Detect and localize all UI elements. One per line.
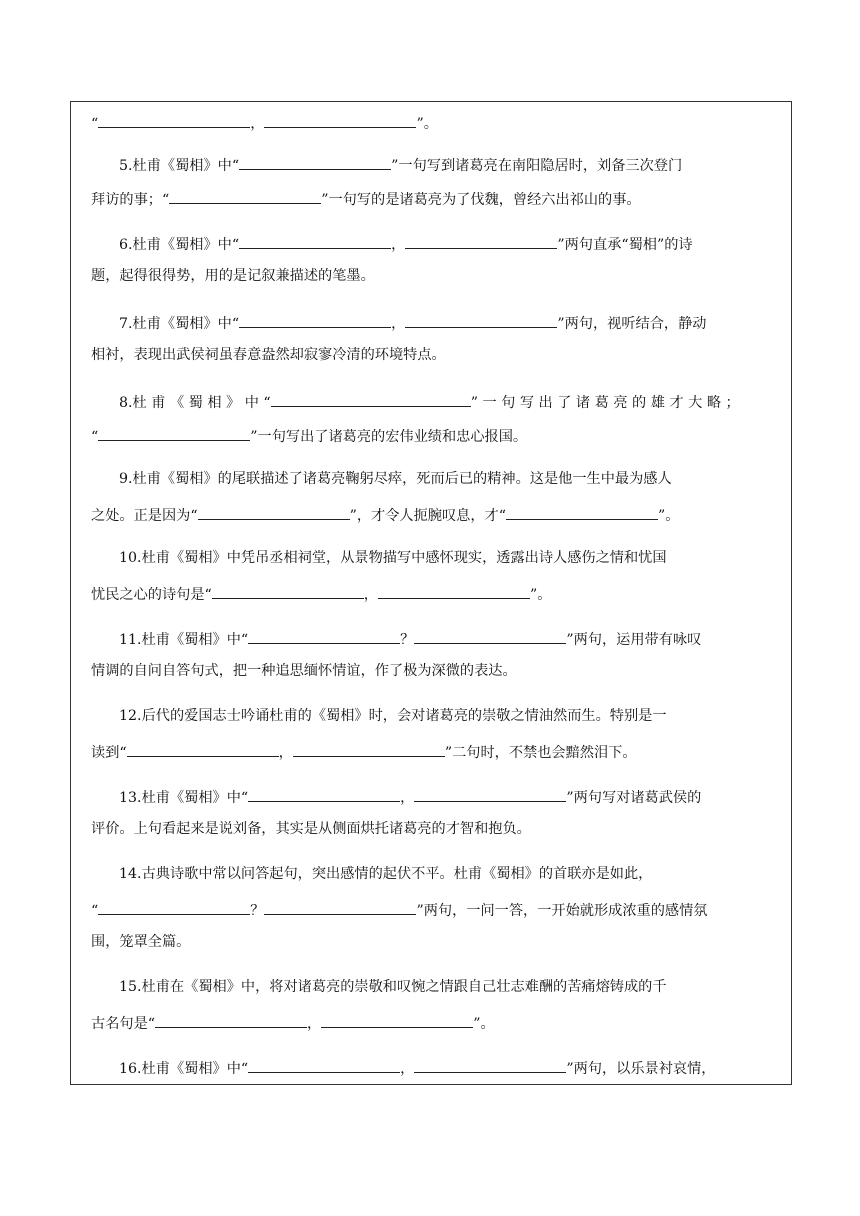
- question-10-line-2: 忧民之心的诗句是“ ， ”。: [91, 587, 552, 603]
- answer-blank[interactable]: [212, 585, 364, 599]
- answer-blank[interactable]: [271, 393, 471, 407]
- question-8: 8.杜 甫 《 蜀 相 》 中 “ ” 一 句 写 出 了 诸 葛 亮 的 雄 才 大 略 ；: [119, 395, 740, 411]
- question-14-line-3: 围，笼罩全篇。: [91, 934, 191, 950]
- answer-blank[interactable]: [414, 1059, 566, 1073]
- question-10: 10.杜甫《蜀相》中凭吊丞相祠堂，从景物描写中感怀现实，透露出诗人感伤之情和忧国: [119, 550, 667, 566]
- answer-blank[interactable]: [98, 114, 250, 128]
- answer-blank[interactable]: [405, 235, 557, 249]
- answer-blank[interactable]: [248, 788, 400, 802]
- answer-blank[interactable]: [239, 156, 391, 170]
- question-6-line-2: 题，起得很得势，用的是记叙兼描述的笔墨。: [91, 268, 375, 284]
- answer-blank[interactable]: [405, 314, 557, 328]
- question-13-line-2: 评价。上句看起来是说刘备，其实是从侧面烘托诸葛亮的才智和抱负。: [91, 821, 531, 837]
- answer-blank[interactable]: [321, 1014, 473, 1028]
- question-16: 16.杜甫《蜀相》中“ ， ”两句，以乐景衬哀情，: [119, 1061, 716, 1077]
- answer-blank[interactable]: [127, 743, 279, 757]
- question-9-line-2: 之处。正是因为“ ”，才令人扼腕叹息，才“ ”。: [91, 508, 680, 524]
- answer-blank[interactable]: [198, 506, 350, 520]
- answer-blank[interactable]: [248, 1059, 400, 1073]
- question-15: 15.杜甫在《蜀相》中，将对诸葛亮的崇敬和叹惋之情跟自己壮志难酬的苦痛熔铸成的千: [119, 979, 667, 995]
- question-5-line-2: 拜访的事；“ ”一句写的是诸葛亮为了伐魏，曾经六出祁山的事。: [91, 192, 641, 208]
- answer-blank[interactable]: [248, 630, 400, 644]
- question-14: 14.古典诗歌中常以问答起句，突出感情的起伏不平。杜甫《蜀相》的首联亦是如此，: [119, 866, 653, 882]
- question-6: 6.杜甫《蜀相》中“ ， ”两句直承“蜀相”的诗: [119, 237, 693, 253]
- continuation-line: “ ， ”。: [91, 116, 438, 132]
- question-table-cell: [70, 101, 792, 1085]
- answer-blank[interactable]: [155, 1014, 307, 1028]
- answer-blank[interactable]: [239, 314, 391, 328]
- question-11: 11.杜甫《蜀相》中“ ？ ”两句，运用带有咏叹: [119, 632, 702, 648]
- answer-blank[interactable]: [414, 788, 566, 802]
- answer-blank[interactable]: [98, 901, 250, 915]
- question-12: 12.后代的爱国志士吟诵杜甫的《蜀相》时，会对诸葛亮的崇敬之情油然而生。特别是一: [119, 708, 667, 724]
- question-15-line-2: 古名句是“ ， ”。: [91, 1016, 495, 1032]
- answer-blank[interactable]: [239, 235, 391, 249]
- question-7: 7.杜甫《蜀相》中“ ， ”两句，视听结合，静动: [119, 316, 707, 332]
- answer-blank[interactable]: [264, 901, 416, 915]
- answer-blank[interactable]: [264, 114, 416, 128]
- answer-blank[interactable]: [506, 506, 658, 520]
- question-11-line-2: 情调的自问自答句式，把一种追思缅怀情谊，作了极为深微的表达。: [91, 663, 517, 679]
- question-9: 9.杜甫《蜀相》的尾联描述了诸葛亮鞠躬尽瘁，死而后已的精神。这是他一生中最为感人: [119, 471, 672, 487]
- question-14-line-2: “ ？ ”两句，一问一答，一开始就形成浓重的感情氛: [91, 903, 708, 919]
- question-12-line-2: 读到“ ， ”二句时，不禁也会黯然泪下。: [91, 745, 637, 761]
- question-13: 13.杜甫《蜀相》中“ ， ”两句写对诸葛武侯的: [119, 790, 702, 806]
- question-7-line-2: 相衬，表现出武侯祠虽春意盎然却寂寥冷清的环境特点。: [91, 347, 446, 363]
- answer-blank[interactable]: [414, 630, 566, 644]
- question-8-line-2: “ ”一句写出了诸葛亮的宏伟业绩和忠心报国。: [91, 429, 528, 445]
- question-5: 5.杜甫《蜀相》中“ ”一句写到诸葛亮在南阳隐居时，刘备三次登门: [119, 158, 683, 174]
- answer-blank[interactable]: [378, 585, 530, 599]
- answer-blank[interactable]: [98, 427, 250, 441]
- answer-blank[interactable]: [169, 190, 321, 204]
- answer-blank[interactable]: [293, 743, 445, 757]
